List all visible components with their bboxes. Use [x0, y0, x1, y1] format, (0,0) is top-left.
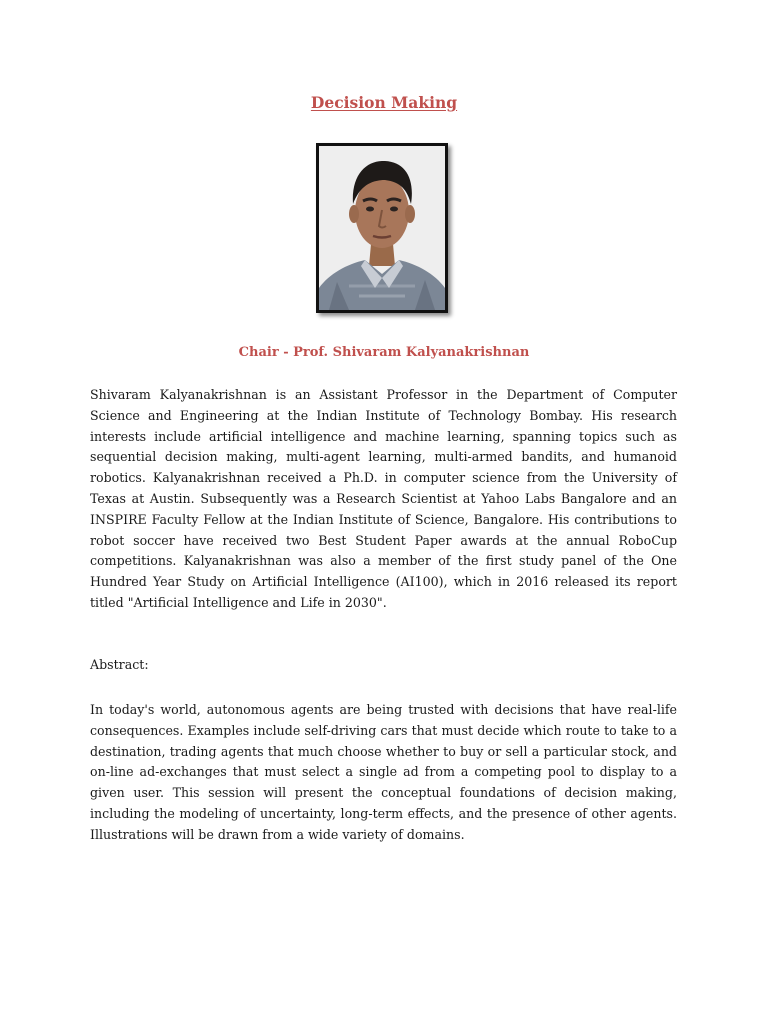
abstract-text: In today's world, autonomous agents are being trusted with decisions that have real-life consequences. Examples include self-driving cars that must decide which route to take to a destination, trading agents that much choose whether to buy or sell a particular stock, and on-line ad-exchanges that must select a single ad from a competing pool to display to a given user. This session will present the conceptual foundations of decision making, including the modeling of uncertainty, long-term effects, and the presence of other agents. Illustrations will be drawn from a wide variety of domains.: [90, 702, 677, 842]
abstract-label: Abstract:: [90, 657, 149, 672]
speaker-bio: Shivaram Kalyanakrishnan is an Assistant Professor in the Department of Computer Science and Engineering at the Indian Institute of Technology Bombay. His research interests include artificial intelligence and machine learning, spanning topics such as sequential decision making, multi-agent learning, multi-armed bandits, and humanoid robotics. Kalyanakrishnan received a Ph.D. in computer science from the University of Texas at Austin. Subsequently was a Research Scientist at Yahoo Labs Bangalore and an INSPIRE Faculty Fellow at the Indian Institute of Science, Bangalore. His contributions to robot soccer have received two Best Student Paper awards at the annual RoboCup competitions. Kalyanakrishnan was also a member of the first study panel of the One Hundred Year Study on Artificial Intelligence (AI100), which in 2016 released its report titled "Artificial Intelligence and Life in 2030".: [90, 387, 677, 610]
page-title: Decision Making: [310, 93, 458, 112]
portrait-illustration: [319, 146, 445, 310]
speaker-photo: [316, 143, 448, 313]
chair-name: Chair - Prof. Shivaram Kalyanakrishnan: [238, 345, 530, 360]
